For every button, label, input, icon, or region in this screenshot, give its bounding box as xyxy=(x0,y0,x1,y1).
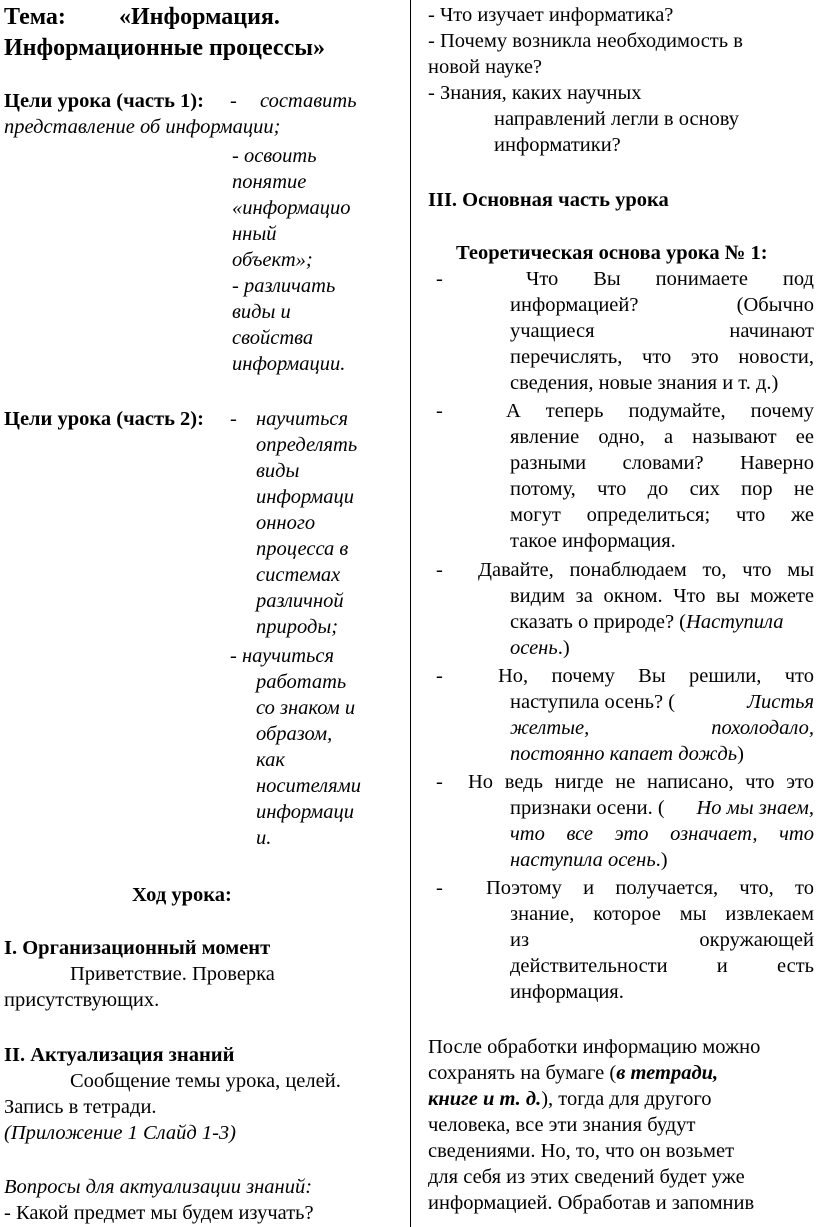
goals2-item1-l4: информаци xyxy=(256,486,355,508)
goals2-dash: - xyxy=(230,408,237,430)
title-label: Тема: xyxy=(4,4,66,30)
goals2-item2-l5: как xyxy=(256,749,285,771)
goals1-item2-l1: - освоить xyxy=(232,145,317,167)
goals2-item2-l4: образом, xyxy=(256,723,333,745)
item5-dash: - xyxy=(436,771,443,793)
section2-text-cont: Запись в тетради. xyxy=(4,1096,157,1118)
questions-heading: Вопросы для актуализации знаний: xyxy=(4,1176,313,1198)
item5-line4-text: .) xyxy=(655,849,668,871)
goals1-item1: составить xyxy=(260,90,357,112)
after-line2 xyxy=(428,1060,718,1086)
item5-line4 xyxy=(510,847,668,873)
question-2: - Что изучает информатика? xyxy=(428,4,674,26)
goals1-item3-l4: информации. xyxy=(232,353,346,375)
item3-line3-text: сказать о природе? ( xyxy=(510,611,687,633)
item4-line3: желтые, похолодало, xyxy=(510,717,814,739)
section1-text: Приветствие. Проверка xyxy=(70,963,275,985)
item3-line4-italic: осень xyxy=(510,637,558,659)
title-topic: «Информация. xyxy=(119,4,280,30)
goals2-item1-l7: системах xyxy=(256,564,341,586)
item4-line2 xyxy=(510,689,814,715)
section2-ref: (Приложение 1 Слайд 1-3) xyxy=(4,1122,236,1144)
goals1-item2-l2: понятие xyxy=(232,171,307,193)
item4-line2-italic: Листья xyxy=(747,691,814,713)
item1-dash: - xyxy=(436,268,443,290)
item1-line5: сведения, новые знания и т. д.) xyxy=(510,372,779,394)
goals1-item3-l2: виды и xyxy=(232,301,291,323)
course-heading: Ход урока: xyxy=(132,884,232,906)
goals2-item1-l9: природы; xyxy=(256,616,339,638)
goals1-item2-l5: объект»; xyxy=(232,249,313,271)
question-4-cont2: информатики? xyxy=(494,134,621,156)
item1-line4: перечислять, что это новости, xyxy=(510,346,814,368)
item2-line2: явление одно, а называют ее xyxy=(510,426,814,448)
goals1-item2-l4: нный xyxy=(232,223,277,245)
after-line2-italic: в тетради, xyxy=(616,1062,719,1084)
item3-line4-text: .) xyxy=(557,637,570,659)
item3-line2: видим за окном. Что вы можете xyxy=(510,585,814,607)
question-1: - Какой предмет мы будем изучать? xyxy=(4,1202,314,1224)
item2-line6: такое информация. xyxy=(510,530,676,552)
theory-heading: Теоретическая основа урока № 1: xyxy=(456,242,768,264)
item2-line3: разными словами? Наверно xyxy=(510,452,814,474)
item2-line5: могут определиться; что же xyxy=(510,504,814,526)
goals2-item1-l5: онного xyxy=(256,512,316,534)
item6-dash: - xyxy=(436,877,443,899)
after-line4: человека, все эти знания будут xyxy=(428,1114,696,1136)
question-4-cont: направлений легли в основу xyxy=(494,108,740,130)
goals2-item1-l8: различной xyxy=(256,590,344,612)
after-line3-text: ), тогда для другого xyxy=(541,1088,712,1110)
item5-line2-text: признаки осени. ( xyxy=(510,797,665,819)
item6-line2: знание, которое мы извлекаем xyxy=(510,903,814,925)
question-4: - Знания, каких научных xyxy=(428,82,642,104)
item6-line5: информация. xyxy=(510,981,624,1003)
after-line2-text: сохранять на бумаге ( xyxy=(428,1062,617,1084)
item4-line4-italic: постоянно капает дождь xyxy=(510,743,738,765)
goals1-item2-l3: «информацио xyxy=(232,197,351,219)
goals2-item2-l6: носителями xyxy=(256,775,361,797)
section1-text-cont: присутствующих. xyxy=(4,989,160,1011)
goals1-item3-l1: - различать xyxy=(232,275,336,297)
section1-heading: I. Организационный момент xyxy=(4,937,271,959)
after-line6: для себя из этих сведений будет уже xyxy=(428,1166,745,1188)
item3-line3-italic: Наступила xyxy=(686,611,784,633)
question-3-cont: новой науке? xyxy=(428,56,543,78)
item6-line1: Поэтому и получается, что, то xyxy=(486,877,814,899)
section2-text: Сообщение темы урока, целей. xyxy=(70,1070,341,1092)
goals2-item2-l3: со знаком и xyxy=(256,697,356,719)
goals1-label: Цели урока (часть 1): xyxy=(4,90,204,112)
title-topic-cont: Информационные процессы» xyxy=(4,35,325,61)
goals1-dash: - xyxy=(230,90,237,112)
goals2-item1-l6: процесса в xyxy=(256,538,349,560)
section3-heading: III. Основная часть урока xyxy=(428,189,669,211)
item1-line3: учащиеся начинают xyxy=(510,320,814,342)
item2-dash: - xyxy=(436,400,443,422)
item6-line4: действительности и есть xyxy=(510,955,814,977)
item5-line2-italic: Но мы знаем, xyxy=(696,797,814,819)
item4-line2-text: наступила осень? ( xyxy=(510,691,676,713)
question-3: - Почему возникла необходимость в xyxy=(428,30,743,52)
item1-line2: информацией? (Обычно xyxy=(510,294,814,316)
section2-heading: II. Актуализация знаний xyxy=(4,1044,235,1066)
item3-dash: - xyxy=(436,559,443,581)
goals2-item2-l2: работать xyxy=(256,671,347,693)
item5-line2 xyxy=(510,795,814,821)
after-line3-italic: книге и т. д. xyxy=(428,1088,542,1110)
item1-line1: Что Вы понимаете под xyxy=(526,268,814,290)
item5-line4-italic: наступила осень xyxy=(510,849,656,871)
goals2-item1-l3: виды xyxy=(256,460,300,482)
goals2-item2-l7: информаци xyxy=(256,801,355,823)
goals2-item2-l1: - научиться xyxy=(230,645,334,667)
item2-line1: А теперь подумайте, почему xyxy=(506,400,814,422)
item3-line1: Давайте, понаблюдаем то, что мы xyxy=(478,559,814,581)
item5-line3: что все это означает, что xyxy=(510,823,814,845)
item6-line3: из окружающей xyxy=(510,929,814,951)
item3-line4 xyxy=(510,635,570,661)
goals1-item3-l3: свойства xyxy=(232,327,314,349)
item4-dash: - xyxy=(436,665,443,687)
goals2-item2-l8: и. xyxy=(256,827,272,849)
after-line5: сведениями. Но, то, что он возьмет xyxy=(428,1140,735,1162)
after-line3 xyxy=(428,1086,711,1112)
item5-line1: Но ведь нигде не написано, что это xyxy=(468,771,814,793)
item2-line4: потому, что до сих пор не xyxy=(510,478,814,500)
after-line1: После обработки информацию можно xyxy=(428,1036,761,1058)
goals2-item1-l1: научиться xyxy=(256,408,349,430)
item4-line4-text: ) xyxy=(737,743,744,765)
goals2-item1-l2: определять xyxy=(256,434,358,456)
goals1-item1-cont: представление об информации; xyxy=(4,116,281,138)
after-line7: информацией. Обработав и запомнив xyxy=(428,1192,755,1214)
column-divider xyxy=(410,0,411,1227)
item4-line1: Но, почему Вы решили, что xyxy=(498,665,814,687)
item3-line3 xyxy=(510,609,784,635)
goals2-label: Цели урока (часть 2): xyxy=(4,408,204,430)
item4-line4 xyxy=(510,741,744,767)
